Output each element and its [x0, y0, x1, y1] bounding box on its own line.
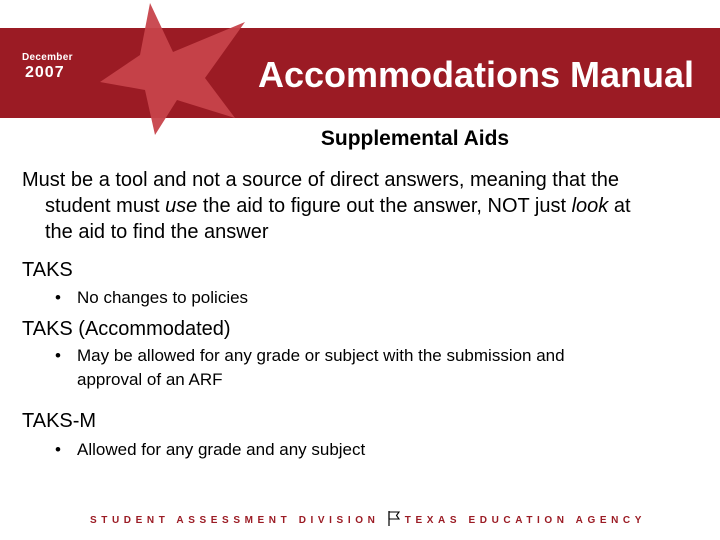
intro-line-2: [22, 193, 712, 219]
bullet-dot: •: [55, 288, 61, 307]
bullet-text-line-2: approval of an ARF: [77, 370, 223, 389]
bullet-text-line-1: May be allowed for any grade or subject with the submission and: [77, 346, 565, 365]
manual-title: Accommodations Manual: [258, 54, 695, 95]
bullet-dot: •: [55, 440, 61, 459]
section-heading-taks-accommodated: TAKS (Accommodated): [22, 318, 231, 340]
intro-paragraph: [22, 167, 712, 245]
intro-emphasis-use: use: [165, 195, 198, 217]
intro-line-1: Must be a tool and not a source of direct answers, meaning that the: [22, 169, 620, 191]
section-heading-taks-m: TAKS-M: [22, 410, 97, 432]
flag-icon: [387, 510, 401, 526]
date-year: 2007: [25, 64, 65, 81]
section-heading-taks: TAKS: [22, 259, 73, 281]
intro-text-b: the aid to figure out the answer, NOT just: [197, 195, 572, 217]
subtitle-text: Supplemental Aids: [320, 127, 510, 150]
bullet-text: No changes to policies: [77, 288, 249, 307]
bullet-taks-m: [55, 438, 675, 462]
bullet-taks: [55, 286, 675, 310]
date-month: December: [22, 52, 73, 63]
intro-line-3: the aid to find the answer: [45, 221, 269, 243]
footer-agency: TEXAS EDUCATION AGENCY: [404, 515, 647, 526]
slide-subtitle: [0, 127, 720, 151]
bullet-dot: •: [55, 346, 61, 365]
footer-division: STUDENT ASSESSMENT DIVISION: [90, 515, 380, 526]
intro-text-c: at: [608, 195, 631, 217]
bullet-taks-accommodated: [55, 344, 675, 392]
footer: [90, 510, 650, 526]
star-icon: [95, 0, 265, 140]
intro-emphasis-look: look: [571, 195, 609, 217]
bullet-text: Allowed for any grade and any subject: [77, 440, 366, 459]
intro-text-a: student must: [45, 195, 166, 217]
